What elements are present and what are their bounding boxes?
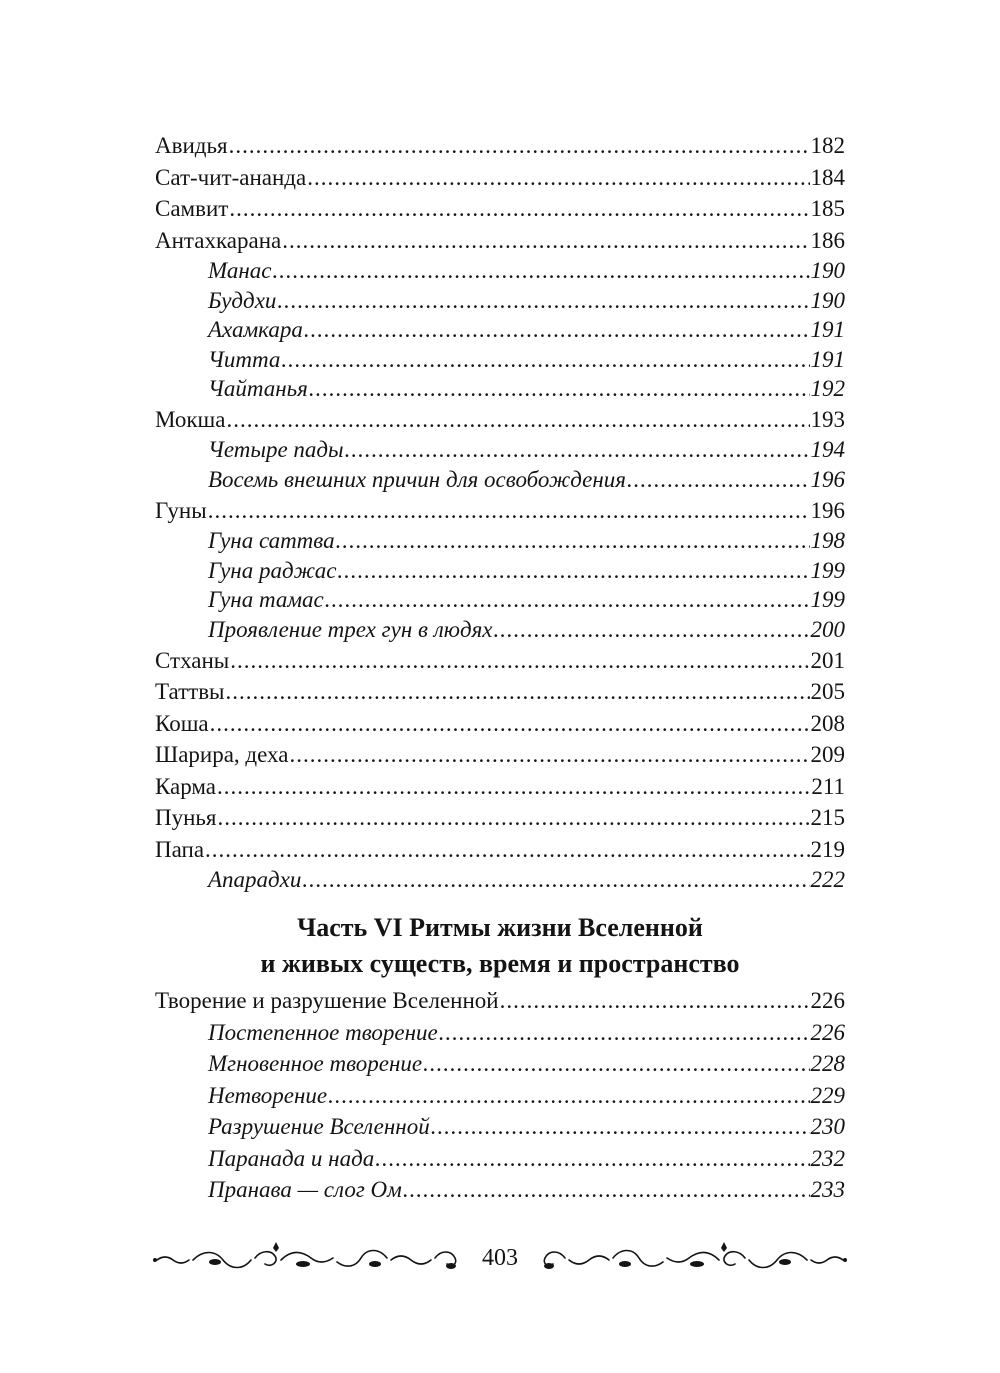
toc-entry-page: 191 xyxy=(810,317,845,343)
toc-entry-page: 215 xyxy=(810,805,845,831)
dot-leader xyxy=(328,1080,809,1112)
toc-entry xyxy=(155,404,845,436)
toc-entry-title: Коша xyxy=(155,710,209,736)
toc-entry-page: 209 xyxy=(810,742,845,768)
dot-leader xyxy=(208,495,810,527)
dot-leader xyxy=(226,404,809,436)
toc-entry xyxy=(155,985,845,1017)
dot-leader xyxy=(218,802,810,834)
toc-entry xyxy=(155,374,845,404)
dot-leader xyxy=(302,865,809,895)
toc-entry-page: 211 xyxy=(811,773,845,799)
toc-entry xyxy=(155,802,845,834)
dot-leader xyxy=(226,676,810,708)
dot-leader xyxy=(289,739,809,771)
dot-leader xyxy=(277,286,809,316)
toc-entry-title: Стханы xyxy=(155,647,230,673)
dot-leader xyxy=(272,256,809,286)
toc-entry-page: 193 xyxy=(810,406,845,432)
dot-leader xyxy=(307,162,809,194)
toc-entry xyxy=(155,1017,845,1049)
dot-leader xyxy=(229,193,809,225)
dot-leader xyxy=(336,526,810,556)
toc-entry-page: 190 xyxy=(810,258,845,283)
toc-entry-title: Пранава — слог Ом xyxy=(208,1177,402,1203)
toc-entry-title: Разрушение Вселенной xyxy=(208,1114,430,1140)
toc-entry xyxy=(155,585,845,615)
dot-leader xyxy=(325,585,810,615)
toc-entry-title: Ахамкара xyxy=(208,317,303,343)
toc-list xyxy=(155,130,845,895)
toc-entry-page: 222 xyxy=(810,867,845,893)
toc-entry-page: 226 xyxy=(810,1019,845,1045)
toc-entry-title: Паранада и нада xyxy=(208,1145,375,1171)
toc-entry xyxy=(155,834,845,866)
toc-entry-title: Проявление трех гун в людях xyxy=(208,616,493,642)
toc-entry-page: 190 xyxy=(810,287,845,313)
dot-leader xyxy=(627,465,810,495)
toc-entry-title: Сат-чит-ананда xyxy=(155,164,307,190)
toc-entry-title: Пунья xyxy=(155,805,217,831)
toc-entry xyxy=(155,556,845,586)
toc-entry-title: Гуна саттва xyxy=(208,528,335,554)
dot-leader xyxy=(439,1017,810,1049)
dot-leader xyxy=(282,225,809,257)
toc-entry-title: Гуны xyxy=(155,497,207,523)
toc-entry-page: 232 xyxy=(810,1145,845,1171)
toc-entry-title: Чайтанья xyxy=(208,376,308,402)
dot-leader xyxy=(281,345,809,375)
toc-entry-title: Карма xyxy=(155,773,217,799)
toc-entry-page: 194 xyxy=(810,437,845,463)
toc-entry-page: 233 xyxy=(810,1177,845,1203)
dot-leader xyxy=(431,1111,810,1143)
toc-entry-page: 229 xyxy=(810,1082,845,1108)
toc-entry-title: Творение и разрушение Вселенной xyxy=(155,988,499,1013)
dot-leader xyxy=(229,130,810,162)
toc-entry-title: Буддхи xyxy=(208,287,277,313)
dot-leader xyxy=(345,435,810,465)
toc-entry-title: Папа xyxy=(155,836,205,862)
toc-entry-page: 200 xyxy=(810,616,845,642)
floral-flourish-icon xyxy=(532,1240,847,1276)
toc-entry-title: Гуна раджас xyxy=(208,557,337,583)
toc-entry-title: Самвит xyxy=(155,196,229,221)
toc-entry-page: 199 xyxy=(810,587,845,613)
toc-entry-title: Шарира, деха xyxy=(155,742,289,768)
section-title-line2: и живых существ, время и пространство xyxy=(260,949,740,978)
toc-entry-title: Таттвы xyxy=(155,679,225,705)
toc-entry-title: Читта xyxy=(208,346,281,372)
dot-leader xyxy=(494,615,810,645)
toc-entry xyxy=(155,645,845,677)
toc-entry xyxy=(155,771,845,803)
toc-entry-title: Постепенное творение xyxy=(208,1019,438,1045)
toc-entry-page: 228 xyxy=(810,1051,845,1077)
toc-entry xyxy=(155,1048,845,1080)
dot-leader xyxy=(309,374,810,404)
toc-entry xyxy=(155,286,845,316)
toc-entry-page: 219 xyxy=(810,836,845,862)
toc-entry xyxy=(155,1080,845,1112)
dot-leader xyxy=(403,1174,810,1206)
floral-flourish-icon xyxy=(153,1240,468,1276)
toc-entry xyxy=(155,708,845,740)
dot-leader xyxy=(210,708,810,740)
dot-leader xyxy=(500,985,810,1017)
toc-entry-page: 184 xyxy=(810,164,845,190)
toc-entry xyxy=(155,465,845,495)
toc-entry-title: Мгновенное творение xyxy=(208,1051,423,1077)
dot-leader xyxy=(230,645,809,677)
toc-entry-page: 199 xyxy=(810,557,845,583)
toc-entry-page: 196 xyxy=(810,467,845,493)
toc-entry-title: Мокша xyxy=(155,406,226,432)
toc-entry-title: Манас xyxy=(208,258,272,283)
toc-entry xyxy=(155,865,845,895)
dot-leader xyxy=(423,1048,809,1080)
toc-entry xyxy=(155,1174,845,1206)
toc-entry xyxy=(155,1143,845,1175)
toc-entry xyxy=(155,162,845,194)
toc-entry-page: 182 xyxy=(810,133,845,158)
dot-leader xyxy=(375,1143,809,1175)
section-heading xyxy=(0,910,1000,982)
toc-entry xyxy=(155,130,845,162)
dot-leader xyxy=(337,556,809,586)
toc-entry xyxy=(155,256,845,286)
toc-entry-page: 192 xyxy=(810,376,845,402)
toc-entry xyxy=(155,315,845,345)
toc-entry xyxy=(155,526,845,556)
toc-entry-title: Четыре пады xyxy=(208,437,344,463)
toc-entry xyxy=(155,435,845,465)
toc-entry-title: Нетворение xyxy=(208,1082,328,1108)
toc-entry-title: Авидья xyxy=(155,133,228,158)
toc-entry-page: 198 xyxy=(810,528,845,554)
toc-entry-page: 205 xyxy=(810,679,845,705)
toc-entry-title: Апарадхи xyxy=(208,867,302,893)
toc-entry xyxy=(155,615,845,645)
page-footer xyxy=(150,1238,850,1278)
toc-entry-page: 226 xyxy=(810,988,845,1013)
toc-entry xyxy=(155,676,845,708)
toc-entry-title: Гуна тамас xyxy=(208,587,324,613)
toc-entry xyxy=(155,225,845,257)
dot-leader xyxy=(205,834,809,866)
toc-entry-page: 196 xyxy=(810,497,845,523)
toc-entry xyxy=(155,1111,845,1143)
toc-entry-page: 230 xyxy=(810,1114,845,1140)
section-title-line1: Часть VI Ритмы жизни Вселенной xyxy=(297,913,703,942)
toc-entry xyxy=(155,345,845,375)
toc-entry xyxy=(155,495,845,527)
toc-entry-page: 208 xyxy=(810,710,845,736)
page-number: 403 xyxy=(482,1244,518,1271)
dot-leader xyxy=(304,315,810,345)
section-toc-list xyxy=(155,985,845,1206)
dot-leader xyxy=(217,771,810,803)
toc-entry-page: 186 xyxy=(810,227,845,253)
toc-entry-title: Восемь внешних причин для освобождения xyxy=(208,467,626,493)
toc-entry-page: 185 xyxy=(810,196,845,221)
toc-entry xyxy=(155,739,845,771)
toc-entry xyxy=(155,193,845,225)
toc-entry-page: 201 xyxy=(810,647,845,673)
toc-entry-page: 191 xyxy=(810,346,845,372)
toc-entry-title: Антахкарана xyxy=(155,227,282,253)
